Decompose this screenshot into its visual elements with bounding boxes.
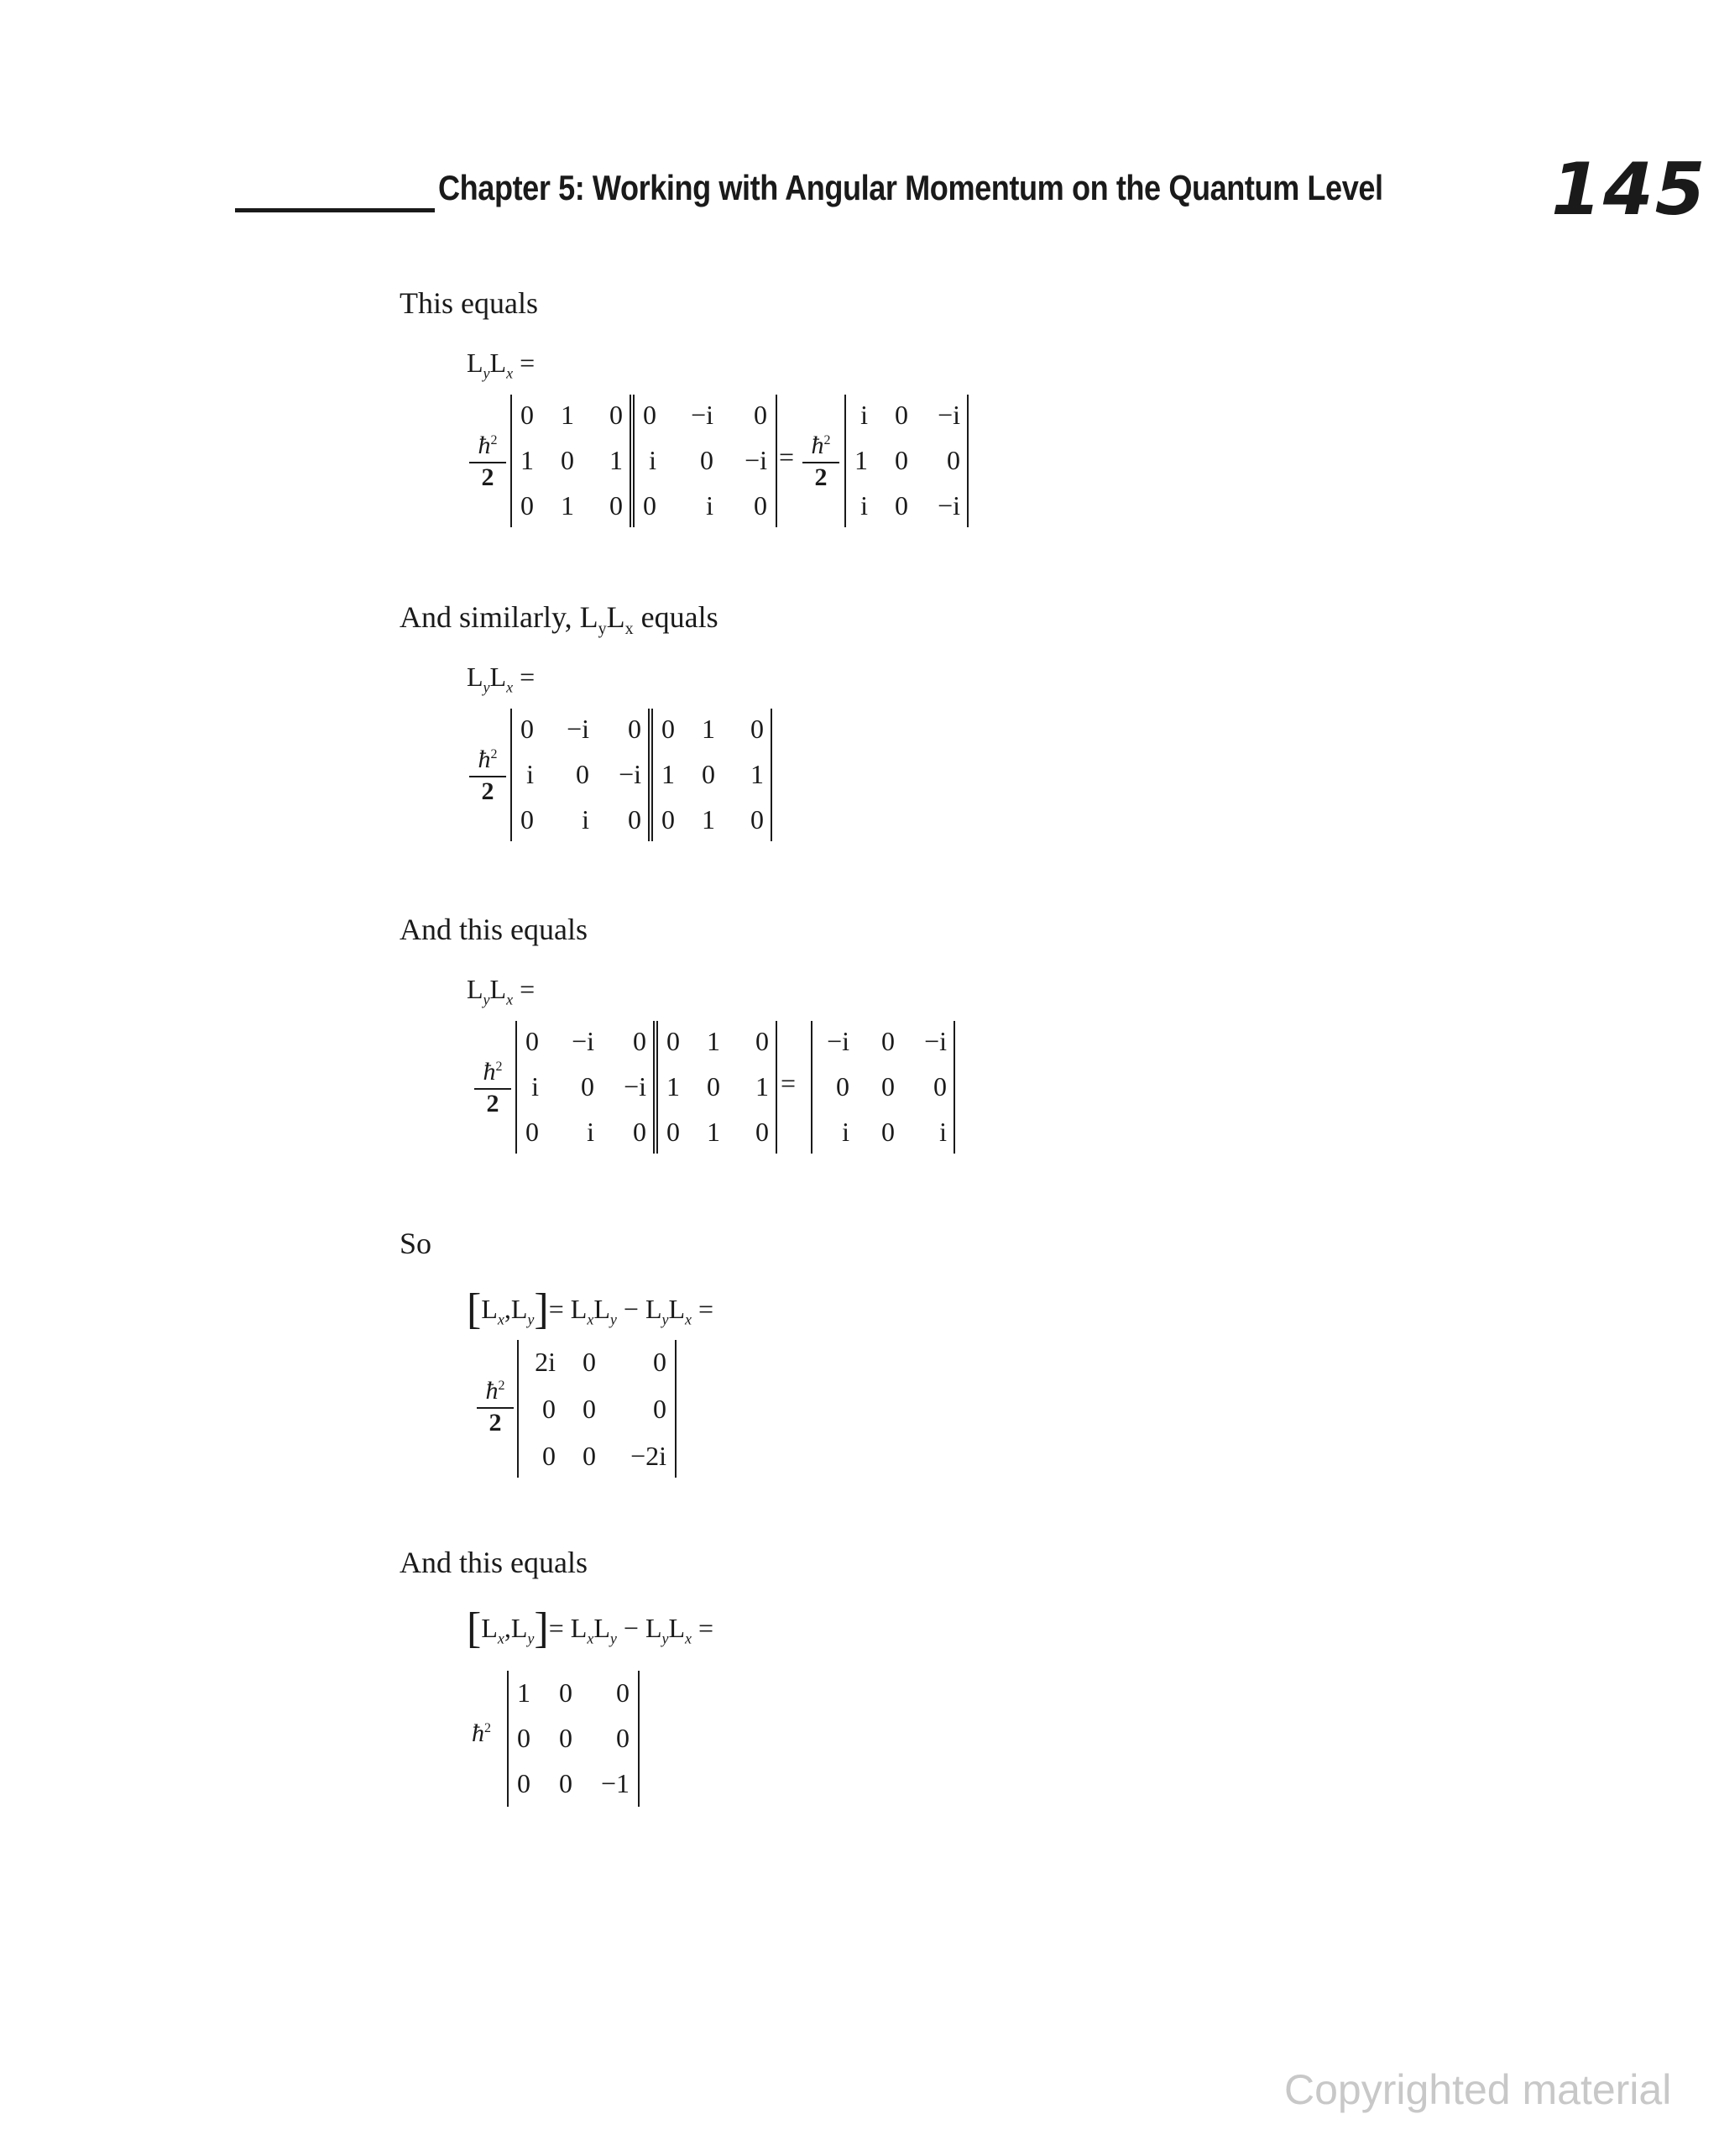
matrix: 0 1 0 1 0 1 0 1 0 (656, 1021, 777, 1154)
matrix: 0 1 0 1 0 1 0 1 0 (651, 709, 772, 841)
matrix: 0 −i 0 i 0 −i 0 i 0 (510, 709, 650, 841)
prefactor-fraction: $\frac{ħ^2}{2}$ (474, 1060, 511, 1117)
result-matrix: −i 0 −i 0 0 0 i 0 i (811, 1021, 955, 1154)
prefactor-fraction: $\frac{ħ^2}{2}$ (469, 747, 506, 804)
matrix: 0 1 0 1 0 1 0 1 0 (510, 395, 631, 527)
prefactor-fraction: $\frac{ħ^2}{2}$ (802, 433, 839, 490)
matrix: 0 −i 0 i 0 −i 0 i 0 (515, 1021, 655, 1154)
intro-text: And similarly, $L_yL_x$ equals (400, 600, 718, 639)
prefactor-fraction: $\frac{ħ^2}{2}$ (469, 433, 506, 490)
page-number: 145 (1551, 148, 1707, 232)
header-rule (235, 208, 435, 212)
equals-sign: = (779, 442, 795, 472)
commutator-expression: $[L_x,L_y]= L_xL_y - L_yL_x$ = (467, 1285, 714, 1333)
intro-text: So (400, 1227, 432, 1260)
result-matrix: i 0 −i 1 0 0 i 0 −i (844, 395, 969, 527)
matrix: 0 −i 0 i 0 −i 0 i 0 (633, 395, 777, 527)
intro-text: And this equals (400, 913, 588, 946)
matrix: 2i 0 0 0 0 0 0 0 −2i (517, 1340, 677, 1478)
commutator-expression: $[L_x,L_y]= L_xL_y - L_yL_x$ = (467, 1604, 714, 1652)
equation-lhs: $L_yL_x$ = (467, 662, 536, 696)
intro-text: This equals (400, 286, 538, 320)
equals-sign: = (781, 1068, 797, 1098)
matrix: 1 0 0 0 0 0 0 0 −1 (507, 1671, 640, 1807)
chapter-title: Chapter 5: Working with Angular Momentum on the Quantum Level (438, 168, 1383, 207)
equation-lhs: $L_yL_x$ = (467, 348, 536, 382)
prefactor-fraction: $\frac{ħ^2}{2}$ (477, 1379, 514, 1436)
hbar-squared: $ħ^2$ (472, 1719, 491, 1747)
intro-text: And this equals (400, 1546, 588, 1579)
copyright-watermark: Copyrighted material (1284, 2066, 1672, 2113)
equation-lhs: $L_yL_x$ = (467, 974, 536, 1008)
